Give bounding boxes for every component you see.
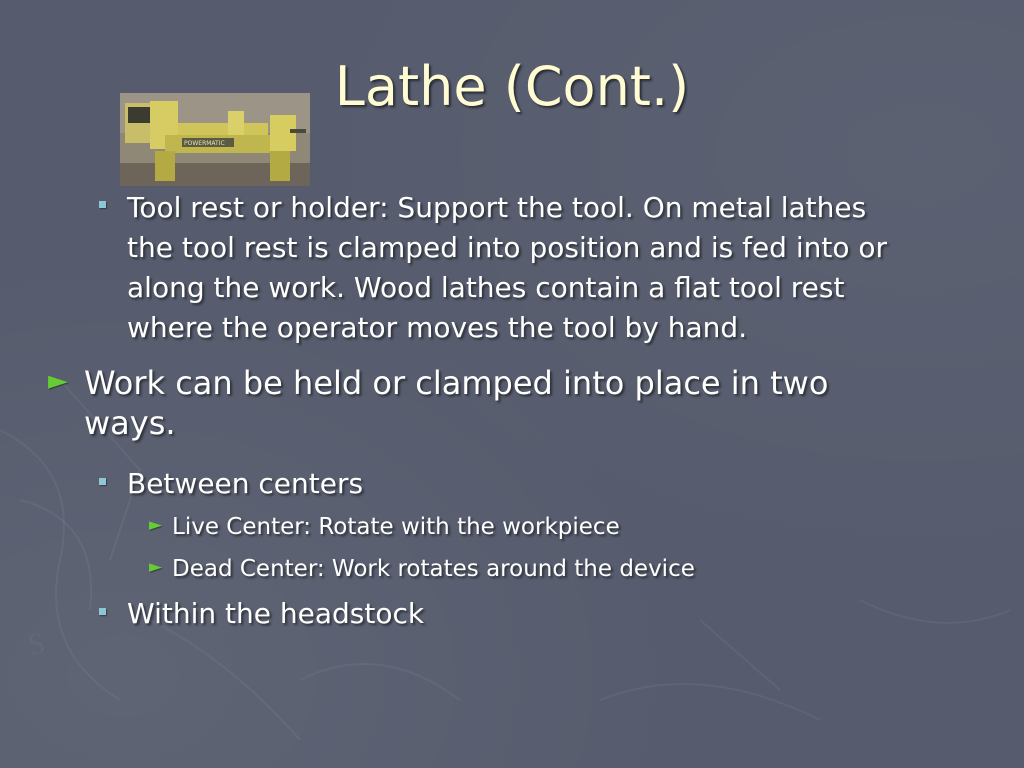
tool-rest-line-4: where the operator moves the tool by hand. bbox=[127, 311, 748, 344]
work-held-line-1: Work can be held or clamped into place in two bbox=[84, 364, 829, 402]
tool-rest-line-2: the tool rest is clamped into position and is fed into or bbox=[127, 231, 888, 264]
triangle-arrow-icon: ► bbox=[149, 557, 163, 577]
square-bullet-icon bbox=[99, 201, 106, 208]
square-bullet-icon bbox=[99, 478, 106, 485]
tool-rest-line-1: Tool rest or holder: Support the tool. On metal lathes bbox=[127, 191, 867, 224]
bullet-within-headstock: Within the headstock bbox=[127, 597, 425, 630]
svg-text:S: S bbox=[25, 626, 48, 662]
bullet-live-center: Live Center: Rotate with the workpiece bbox=[172, 514, 620, 540]
lathe-photo bbox=[120, 93, 310, 186]
slide-title: Lathe (Cont.) bbox=[334, 55, 690, 118]
photo-label: POWERMATIC bbox=[184, 140, 225, 147]
bullet-tool-rest bbox=[127, 188, 887, 348]
bullet-dead-center: Dead Center: Work rotates around the device bbox=[172, 556, 695, 582]
bullet-between-centers: Between centers bbox=[127, 467, 364, 500]
bullet-work-held bbox=[84, 363, 828, 443]
tool-rest-line-3: along the work. Wood lathes contain a flat tool rest bbox=[127, 271, 845, 304]
triangle-arrow-icon: ► bbox=[48, 366, 68, 396]
work-held-line-2: ways. bbox=[84, 404, 176, 442]
square-bullet-icon bbox=[99, 608, 106, 615]
triangle-arrow-icon: ► bbox=[149, 515, 163, 535]
